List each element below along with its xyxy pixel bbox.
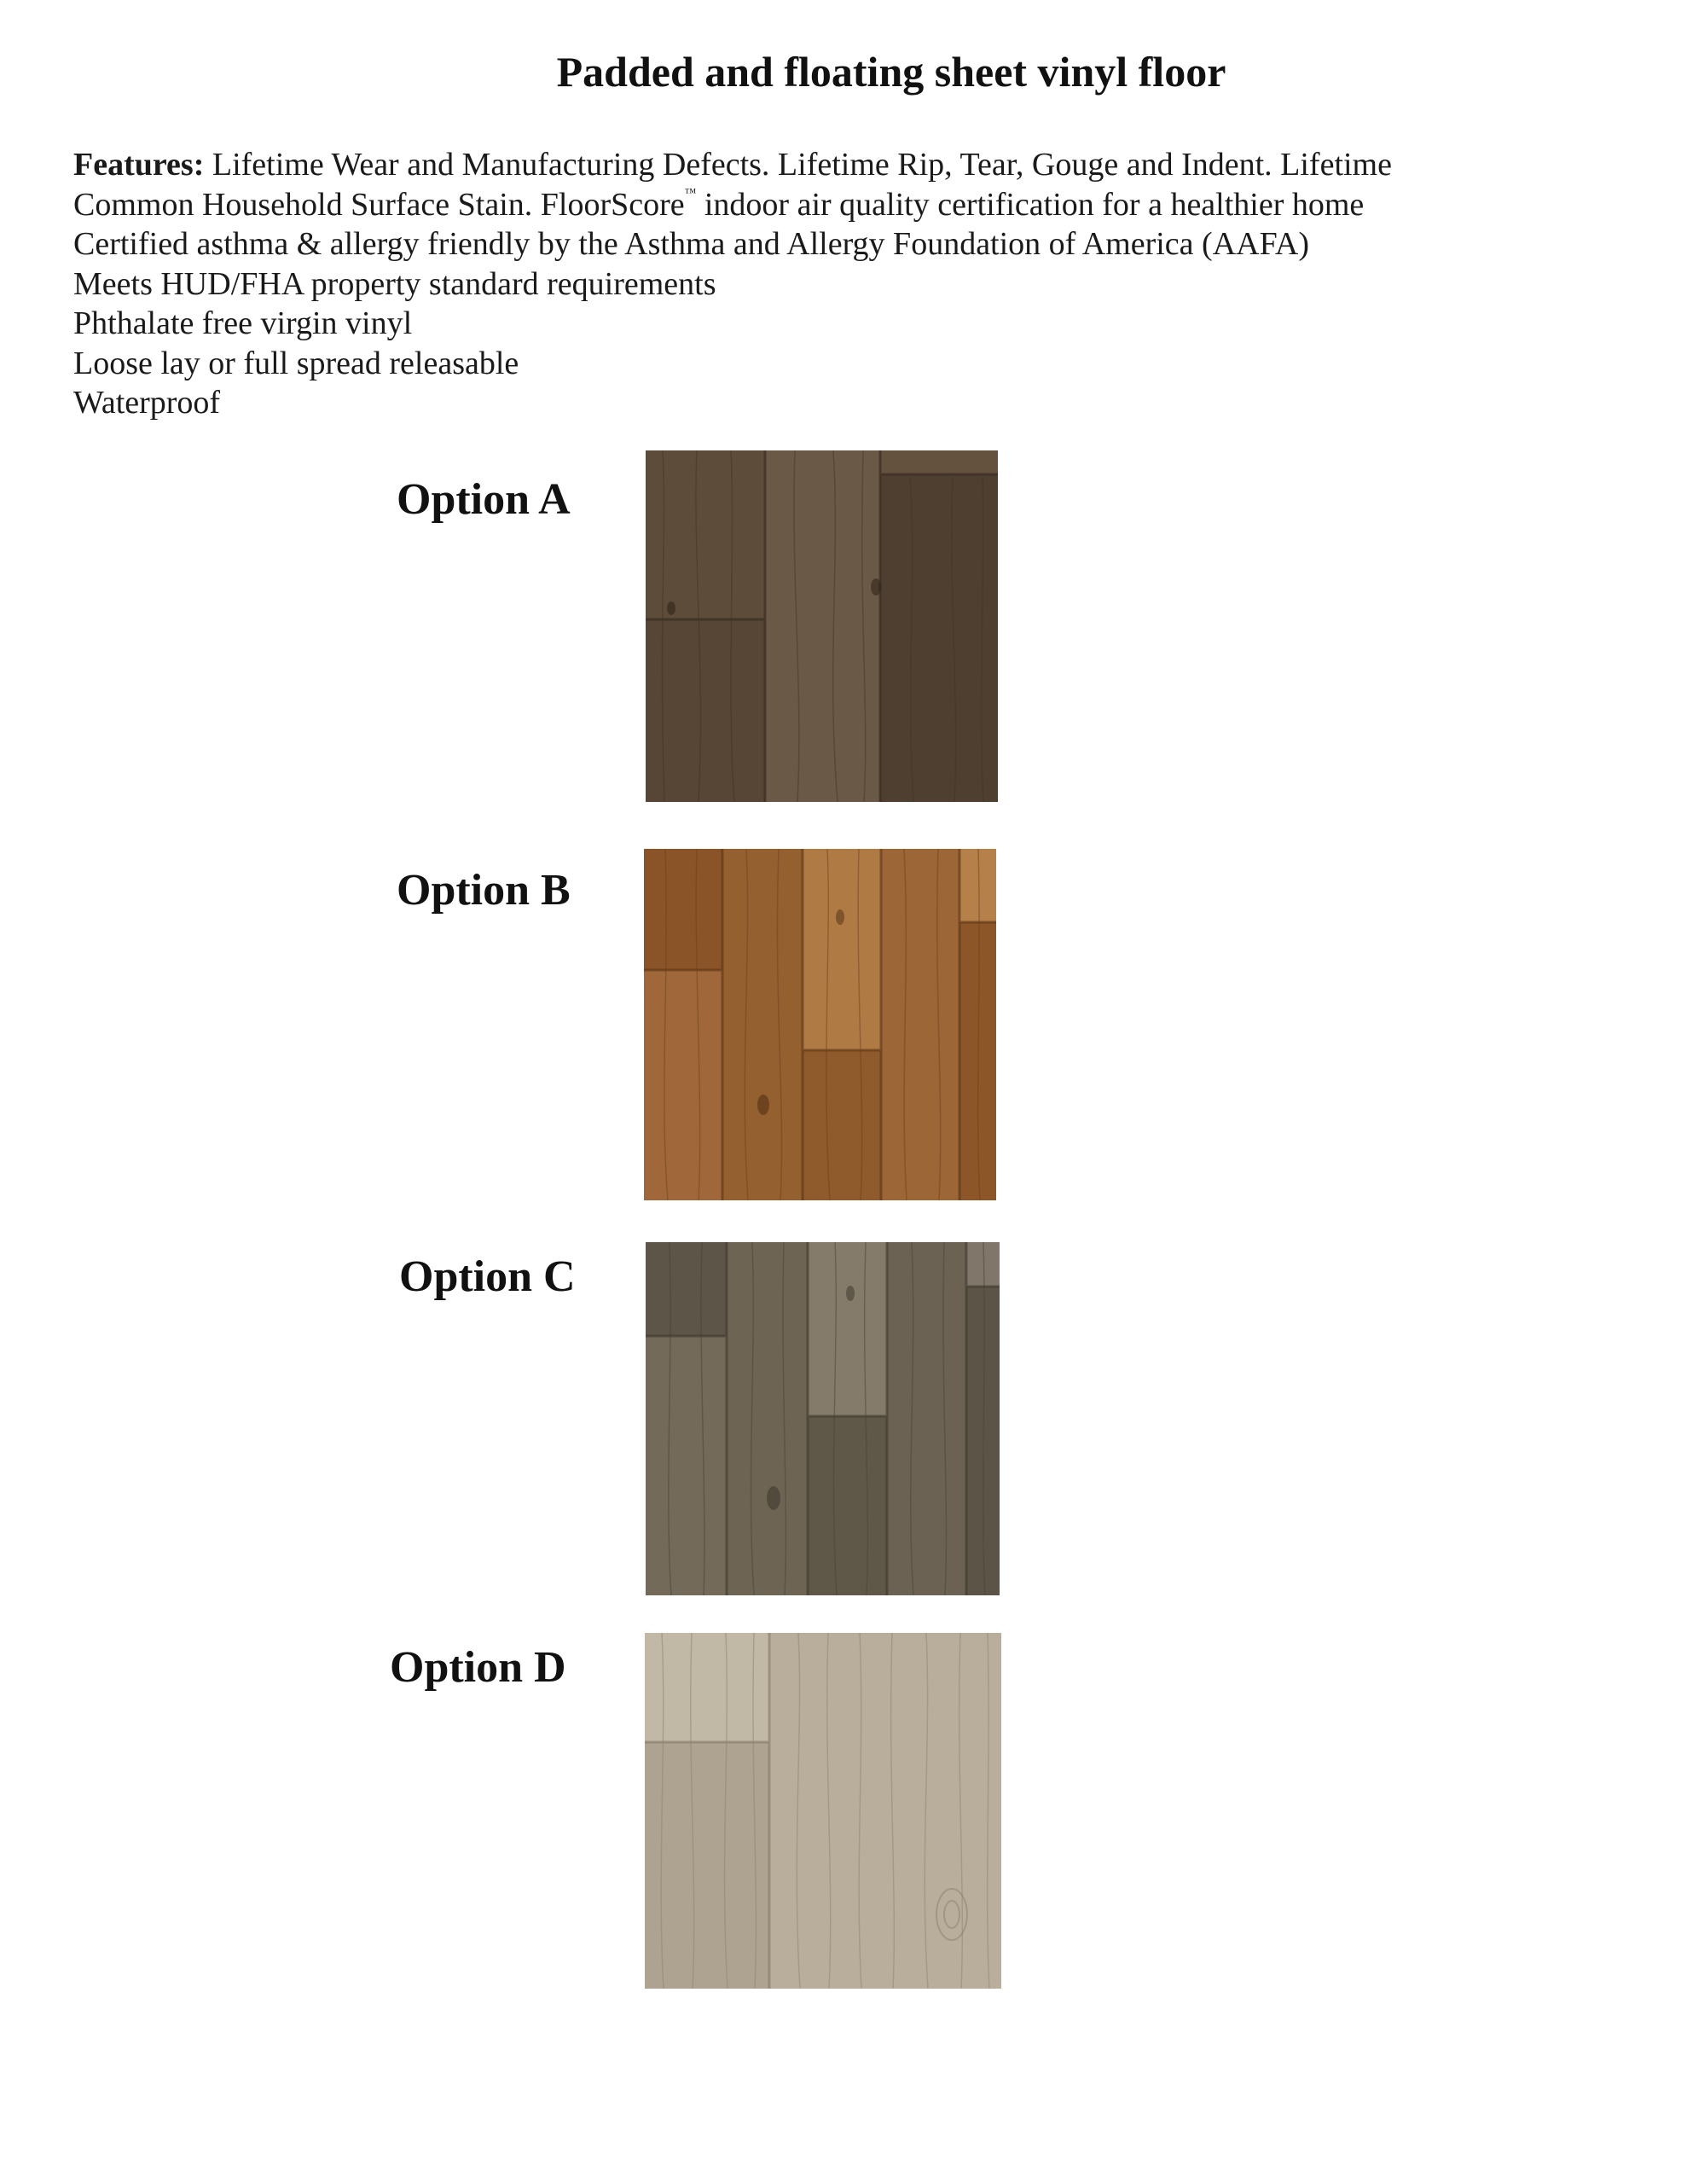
features-text-1: Lifetime Wear and Manufacturing Defects. Lifetime Rip, Tear, Gouge and Indent. Lifetime (204, 147, 1392, 183)
features-line-1 (73, 145, 1609, 185)
option-c-swatch (646, 1242, 1000, 1595)
option-a-wood-image (646, 450, 998, 802)
option-c-label: Option C (399, 1252, 576, 1301)
option-b-label: Option B (397, 866, 571, 915)
option-a-swatch (646, 450, 998, 802)
features-text-2a: Common Household Surface Stain. FloorScore (73, 186, 685, 223)
features-line-3: Certified asthma & allergy friendly by the Asthma and Allergy Foundation of America (AAFA) (73, 226, 1309, 262)
features-line-6: Loose lay or full spread releasable (73, 345, 519, 381)
page-title: Padded and floating sheet vinyl floor (556, 48, 1226, 96)
features-line-4: Meets HUD/FHA property standard requirements (73, 265, 716, 302)
option-d-wood-image (645, 1633, 1001, 1989)
option-d-swatch (645, 1633, 1001, 1989)
option-d-label: Option D (390, 1643, 566, 1692)
features-line-7: Waterproof (73, 385, 221, 421)
option-a-label: Option A (397, 475, 571, 524)
trademark-symbol: ™ (684, 186, 697, 200)
features-list (73, 145, 1609, 423)
features-text-2b: indoor air quality certification for a healthier home (696, 186, 1365, 223)
option-c-wood-image (646, 1242, 1000, 1595)
features-label: Features: (73, 147, 205, 183)
option-b-wood-image (644, 849, 996, 1200)
option-b-swatch (644, 849, 996, 1200)
features-line-5: Phthalate free virgin vinyl (73, 305, 413, 341)
features-line-2 (73, 185, 1609, 225)
